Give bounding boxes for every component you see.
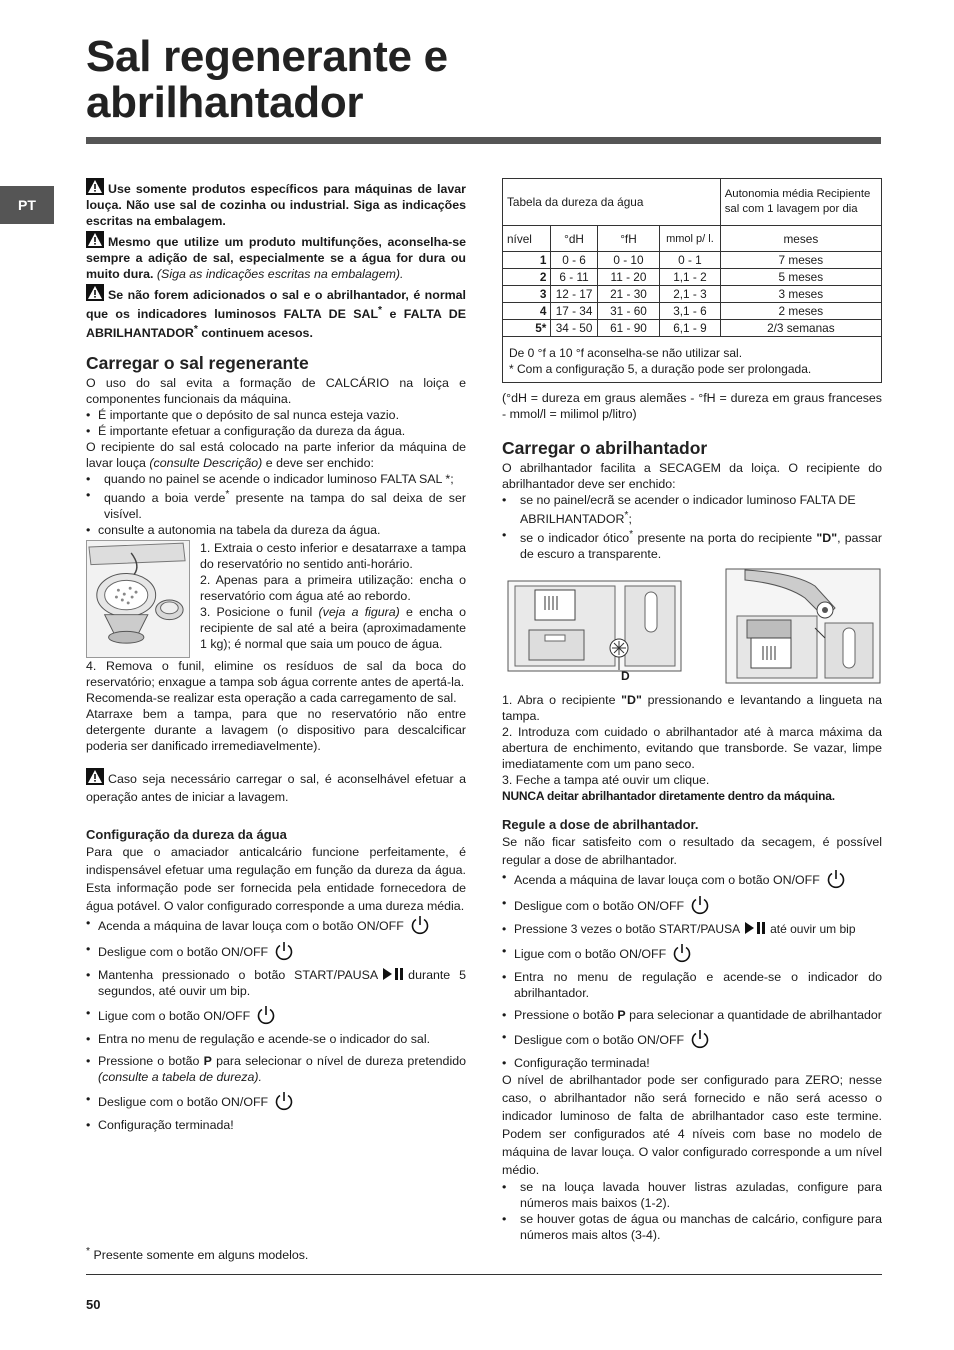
table-row xyxy=(503,252,882,269)
table-notes xyxy=(502,337,882,383)
col-months: meses xyxy=(720,226,881,252)
col-level: nível xyxy=(503,226,551,252)
salt-step-4: 4. Remova o funil, elimine os resíduos de sal da boca do reservatório; enxague a tampa sob água corrente antes de apertá-la. xyxy=(86,659,466,690)
list-item: • consulte a autonomia na tabela da dureza da água. xyxy=(86,522,466,538)
warning-3-text-a: Se não forem adicionados o sal e o abrilhantador, é normal que os indicadores luminosos FALTA DE SAL xyxy=(86,288,466,322)
left-column xyxy=(86,178,466,1139)
rinse-first-list xyxy=(502,492,882,562)
rinse-aid-figures xyxy=(502,568,882,684)
warning-1 xyxy=(86,178,466,229)
dose-intro: Se não ficar satisfeito com o resultado da secagem, é possível regular a dose de abrilhantador. xyxy=(502,835,882,868)
warning-2-note: (Siga as indicações escritas na embalagem). xyxy=(156,267,404,281)
list-item: • Desligue com o botão ON/OFF xyxy=(86,1091,466,1111)
water-hardness-table xyxy=(502,178,882,337)
power-icon xyxy=(274,941,294,961)
salt-container-text: O recipiente do sal está colocado na parte inferior da máquina de lavar louça (consulte Descrição) e deve ser enchido: xyxy=(86,440,466,471)
figure-label-d: D xyxy=(621,669,630,684)
warning-icon xyxy=(86,231,104,248)
power-icon xyxy=(410,915,430,935)
page-number: 50 xyxy=(86,1297,101,1312)
power-icon xyxy=(672,943,692,963)
list-item: • se na louça lavada houver listras azuladas, configure para números mais baixos (1-2). xyxy=(502,1179,882,1211)
table-row xyxy=(503,320,882,337)
table-cell-dh: 12 - 17 xyxy=(551,286,597,303)
table-note-2: * Com a configuração 5, a duração pode ser prolongada. xyxy=(509,362,812,376)
list-item: • Desligue com o botão ON/OFF xyxy=(86,941,466,961)
rinse-step-2: 2. Introduza com cuidado o abrilhantador até à marca máxima da abertura de enchimento, evitando que transborde. Se vazar, limpe imediatamente com um pano seco. xyxy=(502,725,882,772)
salt-tighten: Atarraxe bem a tampa, para que no reservatório não entre detergente durante a lavagem (o dispositivo para descalcificar poderia ser danificado irremediavelmente). xyxy=(86,707,466,754)
dose-tips xyxy=(502,1179,882,1243)
list-item: • Desligue com o botão ON/OFF xyxy=(502,1029,882,1049)
footnote: * Presente somente em alguns modelos. xyxy=(86,1246,309,1263)
col-mmol: mmol p/ l. xyxy=(660,226,720,252)
table-cell-months: 3 meses xyxy=(720,286,881,303)
power-icon xyxy=(690,1029,710,1049)
warning-4-text: Caso seja necessário carregar o sal, é aconselhável efetuar a operação antes de iniciar a lavagem. xyxy=(86,772,466,805)
warning-3-text-b: e FALTA DE ABRILHANTADOR xyxy=(86,307,466,341)
table-cell-mmol: 1,1 - 2 xyxy=(660,269,720,286)
table-cell-level: 1 xyxy=(503,252,551,269)
table-cell-dh: 34 - 50 xyxy=(551,320,597,337)
power-icon xyxy=(256,1005,276,1025)
start-pause-icon xyxy=(744,921,766,935)
dose-end xyxy=(502,1055,882,1071)
list-item: • Mantenha pressionado o botão START/PAUSA durante 5 segundos, até ouvir um bip. xyxy=(86,967,466,999)
salt-steps-with-figure xyxy=(86,540,466,658)
table-note-1: De 0 °f a 10 °f aconselha-se não utilizar sal. xyxy=(509,346,743,360)
dispenser-front-illustration xyxy=(507,580,682,676)
salt-step-3: 3. Posicione o funil (veja a figura) e encha o recipiente de sal até a beira (aproximadamente 1 kg); é normal que saia um pouco de água. xyxy=(200,605,467,652)
table-cell-level: 2 xyxy=(503,269,551,286)
table-cell-dh: 0 - 6 xyxy=(551,252,597,269)
title-divider xyxy=(86,137,881,144)
salt-heading: Carregar o sal regenerante xyxy=(86,353,309,374)
list-item: • É importante que o depósito de sal nunca esteja vazio. xyxy=(86,407,466,423)
table-cell-mmol: 2,1 - 3 xyxy=(660,286,720,303)
dispenser-filling-illustration xyxy=(725,568,881,684)
list-item: • Pressione o botão P para selecionar o nível de dureza pretendido (consulte a tabela de dureza). xyxy=(86,1053,466,1085)
warning-4 xyxy=(86,768,466,806)
footer-divider xyxy=(86,1274,882,1275)
table-row xyxy=(503,303,882,320)
col-dh: °dH xyxy=(551,226,597,252)
warning-2 xyxy=(86,231,466,282)
dose-steps xyxy=(502,869,882,1049)
warning-2-text: Mesmo que utilize um produto multifunções, aconselha-se sempre a adição de sal, especialmente se a água for dura ou muito dura. xyxy=(86,235,466,281)
table-cell-fh: 21 - 30 xyxy=(597,286,659,303)
col-fh: °fH xyxy=(597,226,659,252)
dose-zero-text: O nível de abrilhantador pode ser configurado para ZERO; nesse caso, o abrilhantador não será fornecido e não será acesso o indicador luminoso de falta de abrilhantador caso este termine. Podem ser configurados até 4 níveis com base no modelo de máquina de lavar louça. O valor configurado corresponde a um nível médio. xyxy=(502,1073,882,1178)
salt-step-2: 2. Apenas para a primeira utilização: encha o reservatório com água até ao rebordo. xyxy=(200,573,466,604)
list-item: • Acenda a máquina de lavar louça com o botão ON/OFF xyxy=(86,915,466,935)
salt-funnel-illustration xyxy=(86,540,190,658)
table-body xyxy=(503,252,882,337)
table-row xyxy=(503,286,882,303)
power-icon xyxy=(274,1091,294,1111)
table-row xyxy=(503,269,882,286)
salt-importance-list xyxy=(86,407,466,439)
rinse-heading: Carregar o abrilhantador xyxy=(502,438,708,458)
table-cell-fh: 61 - 90 xyxy=(597,320,659,337)
list-item: • Entra no menu de regulação e acende-se o indicador do abrilhantador. xyxy=(502,969,882,1001)
right-column xyxy=(502,178,882,1243)
salt-recommend: Recomenda-se realizar esta operação a cada carregamento de sal. xyxy=(86,691,457,706)
warning-icon xyxy=(86,178,104,195)
warning-3: Se não forem adicionados o sal e o abrilhantador, é normal que os indicadores luminosos FALTA DE SAL* e FALTA DE ABRILHANTADOR* continuem acesos. xyxy=(86,284,466,341)
table-cell-months: 2 meses xyxy=(720,303,881,320)
salt-autonomy-list xyxy=(86,522,466,538)
table-cell-fh: 11 - 20 xyxy=(597,269,659,286)
list-item: • Pressione 3 vezes o botão START/PAUSA até ouvir um bip xyxy=(502,921,882,937)
list-item: • se o indicador ótico* presente na porta do recipiente "D", passar de escuro a transparente. xyxy=(502,527,882,562)
table-cell-mmol: 6,1 - 9 xyxy=(660,320,720,337)
table-cell-dh: 17 - 34 xyxy=(551,303,597,320)
list-item: • se houver gotas de água ou manchas de calcário, configure para números mais altos (3-4). xyxy=(502,1211,882,1243)
table-cell-months: 5 meses xyxy=(720,269,881,286)
start-pause-icon xyxy=(382,967,404,981)
dose-heading: Regule a dose de abrilhantador. xyxy=(502,817,699,833)
table-cell-level: 3 xyxy=(503,286,551,303)
hardness-config-steps xyxy=(86,915,466,1133)
list-item: • quando a boia verde* presente na tampa do sal deixa de ser visível. xyxy=(86,487,466,522)
hardness-config-heading: Configuração da dureza da água xyxy=(86,827,287,843)
list-item: • Desligue com o botão ON/OFF xyxy=(502,895,882,915)
rinse-step-3: 3. Feche a tampa até ouvir um clique. xyxy=(502,773,710,788)
salt-fill-list xyxy=(86,471,466,522)
table-legend: (°dH = dureza em graus alemães - °fH = dureza em graus franceses - mmol/l = milimol p/litro) xyxy=(502,391,882,421)
warning-icon xyxy=(86,768,104,785)
warning-1-text: Use somente produtos específicos para máquinas de lavar louça. Não use sal de cozinha ou industrial. Siga as indicações escritas na embalagem. xyxy=(86,182,466,228)
table-cell-mmol: 0 - 1 xyxy=(660,252,720,269)
rinse-intro: O abrilhantador facilita a SECAGEM da loiça. O recipiente do abrilhantador deve ser enchido: xyxy=(502,461,882,491)
power-icon xyxy=(690,895,710,915)
page-title xyxy=(86,34,448,126)
title-line-2: abrilhantador xyxy=(86,78,364,127)
salt-step-1: 1. Extraia o cesto inferior e desatarraxe a tampa do reservatório no sentido anti-horário. xyxy=(200,541,466,572)
table-cell-level: 4 xyxy=(503,303,551,320)
list-item: • Configuração terminada! xyxy=(86,1117,466,1133)
list-item: • Acenda a máquina de lavar louça com o botão ON/OFF xyxy=(502,869,882,889)
warning-3-text-c: continuem acesos. xyxy=(201,326,313,341)
salt-steps-1-3 xyxy=(200,540,466,658)
salt-intro: O uso do sal evita a formação de CALCÁRIO na loiça e componentes funcionais da máquina. xyxy=(86,376,466,407)
list-item: • quando no painel se acende o indicador luminoso FALTA SAL *; xyxy=(86,471,466,487)
warning-icon xyxy=(86,284,104,301)
language-tab: PT xyxy=(0,186,54,224)
list-item: • Ligue com o botão ON/OFF xyxy=(86,1005,466,1025)
table-cell-mmol: 3,1 - 6 xyxy=(660,303,720,320)
table-cell-fh: 0 - 10 xyxy=(597,252,659,269)
table-cell-months: 7 meses xyxy=(720,252,881,269)
table-cell-fh: 31 - 60 xyxy=(597,303,659,320)
power-icon xyxy=(826,869,846,889)
table-cell-level: 5* xyxy=(503,320,551,337)
hardness-config-intro: Para que o amaciador anticalcário funcione perfeitamente, é indispensável efetuar uma regulação em função da dureza da água. Esta informação pode ser fornecida pela entidade fornecedora de água potável. O valor configurado corresponde a uma dureza média. xyxy=(86,845,466,914)
list-item: • É importante efetuar a configuração da dureza da água. xyxy=(86,423,466,439)
table-cell-months: 2/3 semanas xyxy=(720,320,881,337)
list-item: • se no painel/ecrã se acender o indicador luminoso FALTA DE ABRILHANTADOR*; xyxy=(502,492,882,527)
list-item: • Configuração terminada! xyxy=(502,1055,882,1071)
table-cell-dh: 6 - 11 xyxy=(551,269,597,286)
table-title: Tabela da dureza da água xyxy=(503,179,721,226)
rinse-step-1: 1. Abra o recipiente "D" pressionando e levantando a lingueta na tampa. xyxy=(502,693,882,724)
rinse-never-warning: NUNCA deitar abrilhantador diretamente dentro da máquina. xyxy=(502,789,835,804)
list-item: • Entra no menu de regulação e acende-se o indicador do sal. xyxy=(86,1031,466,1047)
list-item: • Ligue com o botão ON/OFF xyxy=(502,943,882,963)
table-autonomy-header: Autonomia média Recipiente sal com 1 lavagem por dia xyxy=(720,179,881,226)
title-line-1: Sal regenerante e xyxy=(86,32,448,81)
list-item: • Pressione o botão P para selecionar a quantidade de abrilhantador xyxy=(502,1007,882,1023)
